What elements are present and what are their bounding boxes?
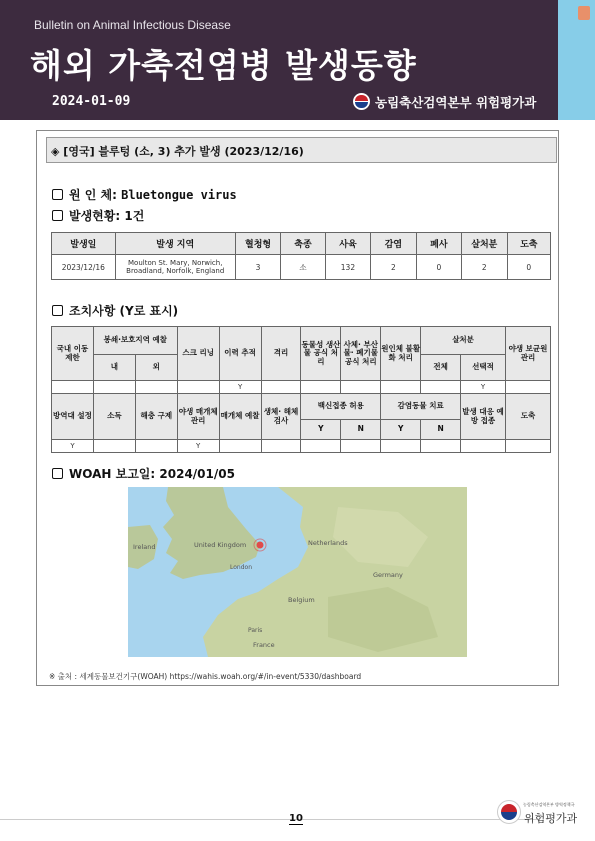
outbreak-map xyxy=(128,487,467,657)
map-label: London xyxy=(230,564,252,571)
col-header: 이력 추적 xyxy=(219,327,261,381)
map-svg xyxy=(128,487,467,657)
woah-line: WOAH 보고일: 2024/01/05 xyxy=(52,465,235,482)
table-cell: Y xyxy=(177,440,219,453)
bulletin-subtitle: Bulletin on Animal Infectious Disease xyxy=(34,18,231,32)
col-header: 발생일 xyxy=(52,233,116,255)
checkbox-icon xyxy=(52,468,63,479)
table-cell xyxy=(52,381,94,394)
table-cell: 0 xyxy=(416,255,461,280)
table-row xyxy=(52,255,551,280)
table-cell: 소 xyxy=(281,255,325,280)
table-cell: 2 xyxy=(462,255,507,280)
issue-date: 2024-01-09 xyxy=(52,94,131,109)
col-header: 살처분 xyxy=(421,327,506,355)
table-cell xyxy=(219,440,261,453)
col-header: 사육 xyxy=(325,233,370,255)
status-line: 발생현황: 1건 xyxy=(52,207,144,224)
cause-value: Bluetongue virus xyxy=(121,188,237,202)
measures-table xyxy=(51,326,551,453)
page-number: 10 xyxy=(289,813,303,824)
col-header: 내 xyxy=(93,355,135,381)
col-header: 혈청형 xyxy=(235,233,280,255)
map-label: Ireland xyxy=(133,543,156,551)
table-cell xyxy=(301,381,341,394)
table-cell xyxy=(135,381,177,394)
outbreak-table xyxy=(51,232,551,280)
map-label: Germany xyxy=(373,571,403,579)
col-header: 원인체 불활화 처리 xyxy=(381,327,421,381)
status-value: 1건 xyxy=(124,209,145,223)
col-header: Y xyxy=(381,420,421,440)
col-header: 국내 이동 제한 xyxy=(52,327,94,381)
header-banner xyxy=(0,0,558,120)
col-header: 격리 xyxy=(261,327,301,381)
col-header: 동물성 생산물 공식 처리 xyxy=(301,327,341,381)
map-label: France xyxy=(253,641,275,649)
col-header: 백신접종 허용 xyxy=(301,394,381,420)
cause-line: 원 인 체: Bluetongue virus xyxy=(52,186,237,203)
table-cell: 2023/12/16 xyxy=(52,255,116,280)
table-cell xyxy=(461,440,506,453)
table-cell xyxy=(381,381,421,394)
col-header: 살처분 xyxy=(462,233,507,255)
col-header: 방역대 설정 xyxy=(52,394,94,440)
col-header: 해충 구제 xyxy=(135,394,177,440)
col-header: 감염동물 치료 xyxy=(381,394,461,420)
table-cell xyxy=(261,440,301,453)
table-cell xyxy=(93,440,135,453)
footer-department: 위험평가과 xyxy=(524,812,578,825)
corner-tab xyxy=(578,6,590,20)
table-cell: Moulton St. Mary, Norwich, Broadland, Norfolk, England xyxy=(115,255,235,280)
col-header: 도축 xyxy=(507,233,550,255)
table-cell: Y xyxy=(52,440,94,453)
table-cell: 3 xyxy=(235,255,280,280)
woah-label: WOAH 보고일 xyxy=(69,467,151,481)
col-header: 봉쇄·보호지역 예찰 xyxy=(93,327,177,355)
agency-name: 농림축산검역본부 위험평가과 xyxy=(375,95,537,110)
footer-logo-icon xyxy=(497,800,521,824)
map-label: Paris xyxy=(248,627,263,634)
woah-value: 2024/01/05 xyxy=(159,467,235,481)
col-header: 생체· 해체 검사 xyxy=(261,394,301,440)
col-header: 발생 지역 xyxy=(115,233,235,255)
footer-divider xyxy=(0,819,540,820)
table-cell xyxy=(341,381,381,394)
col-header: 외 xyxy=(135,355,177,381)
table-cell: 132 xyxy=(325,255,370,280)
col-header: 사체· 부산물· 폐기물 공식 처리 xyxy=(341,327,381,381)
status-label: 발생현황 xyxy=(69,209,116,223)
col-header: N xyxy=(421,420,461,440)
col-header: 발생 대응 예방 접종 xyxy=(461,394,506,440)
source-note: ※ 출처 : 세계동물보건기구(WOAH) https://wahis.woah.org/#/in-event/5330/dashboard xyxy=(49,672,362,681)
table-cell xyxy=(135,440,177,453)
agency-logo-icon xyxy=(353,93,370,110)
outbreak-marker-icon xyxy=(257,542,264,549)
table-cell xyxy=(261,381,301,394)
table-cell: Y xyxy=(219,381,261,394)
col-header: 소독 xyxy=(93,394,135,440)
table-cell xyxy=(505,440,550,453)
col-header: 야생 매개체 관리 xyxy=(177,394,219,440)
map-label: United Kingdom xyxy=(194,541,247,549)
table-cell: Y xyxy=(461,381,506,394)
checkbox-icon xyxy=(52,189,63,200)
col-header: N xyxy=(341,420,381,440)
page-title: 해외 가축전염병 발생동향 xyxy=(30,46,417,85)
checkbox-icon xyxy=(52,305,63,316)
col-header: 폐사 xyxy=(416,233,461,255)
table-cell xyxy=(301,440,341,453)
map-label: Netherlands xyxy=(308,539,348,547)
table-row xyxy=(52,440,551,453)
col-header: 전체 xyxy=(421,355,461,381)
table-cell xyxy=(421,381,461,394)
measures-heading-text: 조치사항 (Y로 표시) xyxy=(69,304,179,318)
col-header: 스크 리닝 xyxy=(177,327,219,381)
measures-heading xyxy=(52,302,178,319)
table-cell xyxy=(93,381,135,394)
table-cell: 0 xyxy=(507,255,550,280)
cause-label: 원 인 체 xyxy=(69,188,113,202)
table-row xyxy=(52,381,551,394)
col-header: 야생 보균원 관리 xyxy=(505,327,550,381)
table-cell xyxy=(341,440,381,453)
table-cell xyxy=(381,440,421,453)
col-header: 선택적 xyxy=(461,355,506,381)
section-title-bar xyxy=(46,137,557,163)
checkbox-icon xyxy=(52,210,63,221)
col-header: 축종 xyxy=(281,233,325,255)
col-header: 도축 xyxy=(505,394,550,440)
section-title: ◈ [영국] 블루텅 (소, 3) 추가 발생 (2023/12/16) xyxy=(51,145,304,158)
footer-agency: 농림축산검역본부 방역정책국 xyxy=(523,802,575,807)
map-label: Belgium xyxy=(288,596,315,604)
col-header: Y xyxy=(301,420,341,440)
table-cell: 2 xyxy=(371,255,416,280)
table-cell xyxy=(505,381,550,394)
table-header-row xyxy=(52,233,551,255)
col-header: 감염 xyxy=(371,233,416,255)
table-cell xyxy=(177,381,219,394)
table-cell xyxy=(421,440,461,453)
col-header: 매개체 예찰 xyxy=(219,394,261,440)
